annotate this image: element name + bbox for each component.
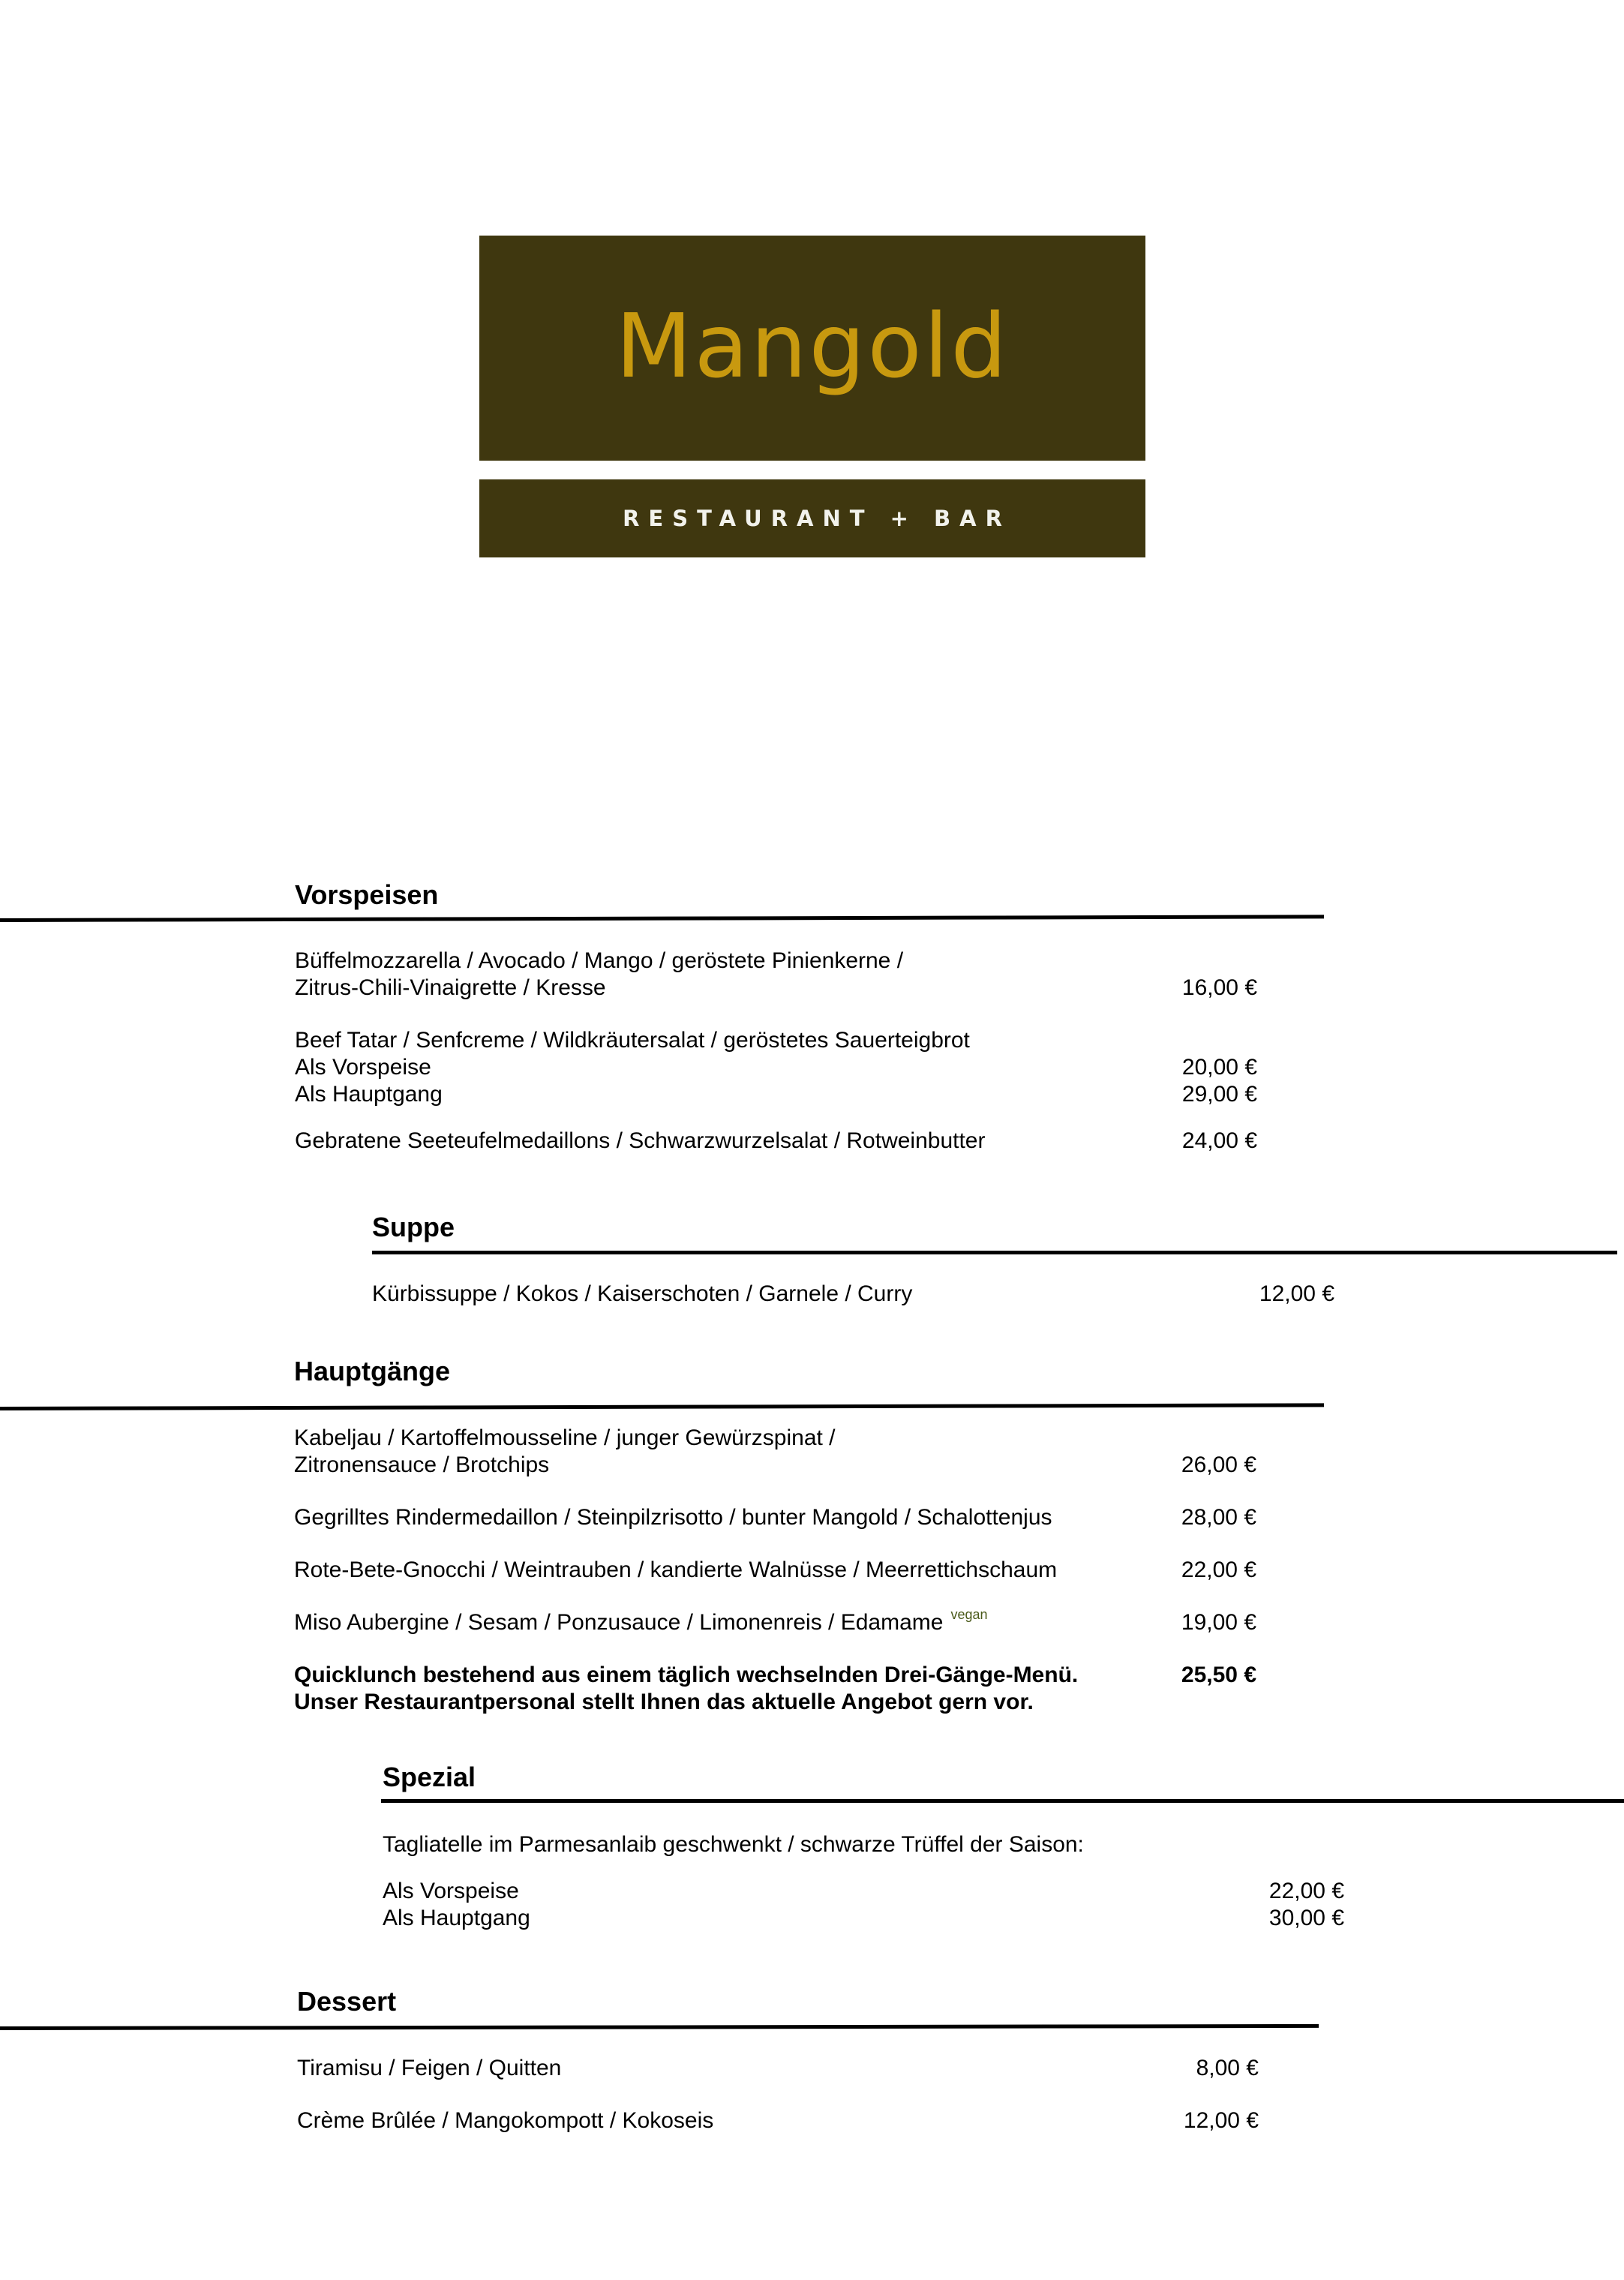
menu-item-price: 26,00 € bbox=[1181, 1452, 1256, 1477]
section-heading-suppe: Suppe bbox=[372, 1212, 455, 1242]
menu-item-description: Gegrilltes Rindermedaillon / Steinpilzrisotto / bunter Mangold / Schalottenjus bbox=[294, 1505, 1052, 1530]
restaurant-tagline: RESTAURANT + BAR bbox=[623, 506, 1011, 531]
menu-item-price: 16,00 € bbox=[1181, 975, 1257, 1000]
menu-item-price: 24,00 € bbox=[1181, 1128, 1257, 1153]
section-heading-dessert: Dessert bbox=[297, 1986, 397, 2017]
restaurant-name: Mangold bbox=[615, 294, 1010, 398]
quicklunch-description: Quicklunch bestehend aus einem täglich wechselnden Drei-Gänge-Menü. bbox=[294, 1663, 1079, 1687]
logo-block bbox=[479, 236, 1145, 461]
menu-item-price: 29,00 € bbox=[1181, 1082, 1257, 1107]
section-divider bbox=[372, 1251, 1617, 1254]
menu-item-price: 8,00 € bbox=[1196, 2056, 1259, 2080]
section-divider bbox=[0, 2024, 1319, 2030]
menu-item-description: Tiramisu / Feigen / Quitten bbox=[297, 2056, 562, 2080]
menu-item-description: Zitrus-Chili-Vinaigrette / Kresse bbox=[295, 975, 606, 1000]
quicklunch-price: 25,50 € bbox=[1181, 1663, 1256, 1687]
menu-item-description: Zitronensauce / Brotchips bbox=[294, 1452, 550, 1477]
menu-item-description: Rote-Bete-Gnocchi / Weintrauben / kandierte Walnüsse / Meerrettichschaum bbox=[294, 1558, 1058, 1582]
menu-item-price: 12,00 € bbox=[1259, 1281, 1334, 1306]
menu-item-description: Büffelmozzarella / Avocado / Mango / geröstete Pinienkerne / bbox=[295, 948, 904, 973]
menu-item-description: Gebratene Seeteufelmedaillons / Schwarzwurzelsalat / Rotweinbutter bbox=[295, 1128, 986, 1153]
vegan-badge: vegan bbox=[950, 1607, 988, 1622]
section-heading-vorspeisen: Vorspeisen bbox=[295, 879, 439, 910]
menu-item-price: 22,00 € bbox=[1268, 1879, 1344, 1903]
section-divider bbox=[381, 1799, 1624, 1803]
menu-item-description: Beef Tatar / Senfcreme / Wildkräutersalat / geröstetes Sauerteigbrot bbox=[295, 1028, 970, 1053]
section-divider bbox=[0, 915, 1324, 922]
menu-item-description: Crème Brûlée / Mangokompott / Kokoseis bbox=[297, 2108, 714, 2133]
menu-item-price: 30,00 € bbox=[1268, 1906, 1344, 1930]
menu-item-description: Kürbissuppe / Kokos / Kaiserschoten / Garnele / Curry bbox=[372, 1281, 913, 1306]
menu-item-price: 22,00 € bbox=[1181, 1558, 1256, 1582]
section-divider bbox=[0, 1403, 1324, 1410]
section-heading-hauptgaenge: Hauptgänge bbox=[294, 1356, 451, 1386]
menu-item-option: Als Hauptgang bbox=[383, 1906, 530, 1930]
menu-item-option: Als Hauptgang bbox=[295, 1082, 443, 1107]
menu-item-description bbox=[294, 1609, 988, 1639]
logo-tagline-bar bbox=[479, 479, 1145, 557]
menu-item-option: Als Vorspeise bbox=[295, 1055, 431, 1080]
menu-item-description: Kabeljau / Kartoffelmousseline / junger Gewürzspinat / bbox=[294, 1425, 836, 1450]
menu-item-text: Miso Aubergine / Sesam / Ponzusauce / Limonenreis / Edamame bbox=[294, 1610, 944, 1635]
menu-item-option: Als Vorspeise bbox=[383, 1879, 519, 1903]
quicklunch-description: Unser Restaurantpersonal stellt Ihnen das aktuelle Angebot gern vor. bbox=[294, 1690, 1034, 1714]
section-heading-spezial: Spezial bbox=[383, 1762, 476, 1792]
menu-item-price: 28,00 € bbox=[1181, 1505, 1256, 1530]
menu-item-price: 19,00 € bbox=[1181, 1610, 1256, 1635]
menu-item-price: 12,00 € bbox=[1183, 2108, 1259, 2133]
spezial-description: Tagliatelle im Parmesanlaib geschwenkt / schwarze Trüffel der Saison: bbox=[383, 1832, 1084, 1857]
menu-item-price: 20,00 € bbox=[1181, 1055, 1257, 1080]
